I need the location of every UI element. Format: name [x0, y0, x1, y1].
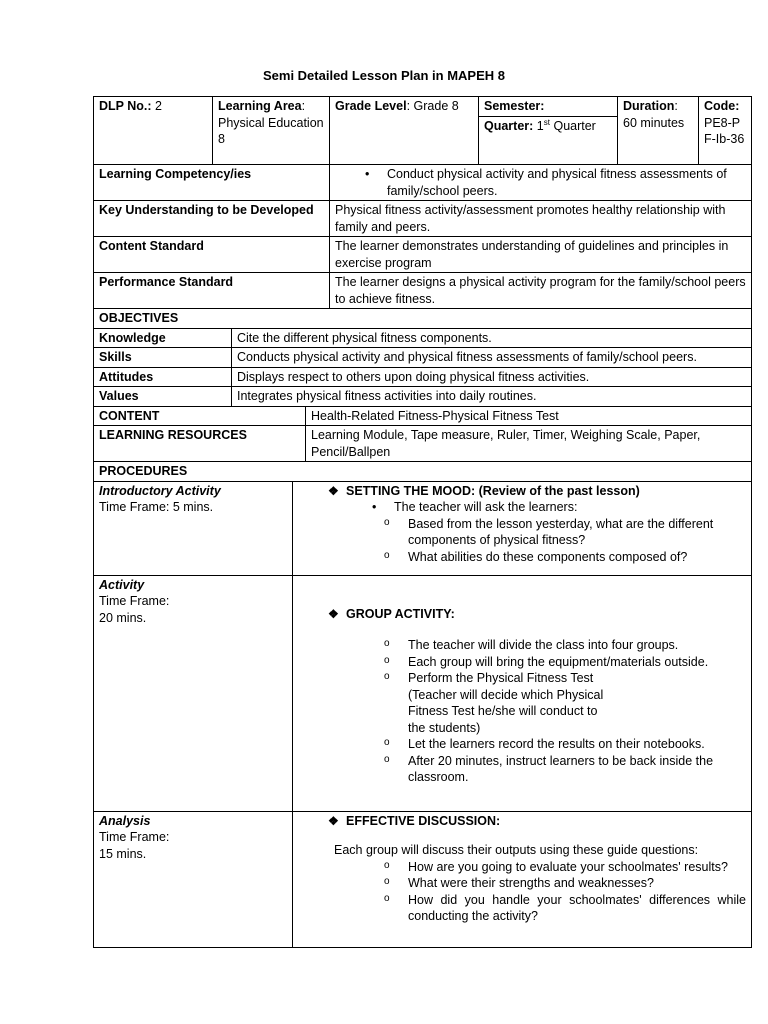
circle-bullet-icon: o — [384, 671, 390, 683]
code-value: PE8-PF-Ib-36 — [704, 115, 745, 146]
diamond-bullet-icon: ❖ — [328, 813, 339, 828]
quarter-cell — [479, 117, 618, 165]
resources-label: LEARNING RESOURCES — [94, 426, 306, 462]
activity-step: Let the learners record the results on their notebooks. — [408, 737, 705, 752]
quarter-number: 1 — [533, 119, 544, 134]
objectives-table — [93, 309, 752, 407]
grade-level-cell — [330, 97, 479, 165]
circle-bullet-icon: o — [384, 876, 390, 888]
circle-bullet-icon: o — [384, 892, 390, 904]
content-standard-label: Content Standard — [94, 237, 330, 273]
intro-content-cell — [293, 481, 752, 575]
semester-cell — [479, 97, 618, 117]
duration-value: 60 minutes — [623, 115, 685, 130]
circle-bullet-icon: o — [384, 549, 390, 561]
circle-bullet-icon: o — [384, 859, 390, 871]
objective-value: Displays respect to others upon doing physical fitness activities. — [232, 367, 752, 387]
diamond-bullet-icon: ❖ — [328, 483, 339, 498]
analysis-heading: EFFECTIVE DISCUSSION: — [346, 813, 501, 828]
learning-area-label: Learning Area — [218, 99, 302, 113]
analysis-time: Time Frame: — [99, 830, 170, 844]
objective-label: Knowledge — [94, 328, 232, 348]
activity-time-value: 20 mins. — [99, 610, 147, 625]
analysis-label-cell — [94, 811, 293, 947]
procedures-heading: PROCEDURES — [94, 462, 752, 481]
activity-content-cell — [293, 575, 752, 811]
understanding-value: Physical fitness activity/assessment promotes healthy relationship with family and peers. — [330, 201, 752, 237]
circle-bullet-icon: o — [384, 753, 390, 765]
analysis-question: What were their strengths and weaknesses? — [408, 876, 654, 891]
circle-bullet-icon: o — [384, 638, 390, 650]
competency-cell — [330, 165, 752, 201]
performance-standard-value: The learner designs a physical activity program for the family/school peers to achieve fitness. — [330, 273, 752, 309]
objective-label: Values — [94, 387, 232, 407]
activity-heading: GROUP ACTIVITY: — [346, 606, 455, 621]
duration-cell: Duration: 60 minutes — [618, 97, 699, 165]
competency-value: Conduct physical activity and physical fitness assessments of family/school peers. — [387, 167, 727, 198]
grade-level-label: Grade Level — [335, 99, 407, 113]
activity-step: Each group will bring the equipment/materials outside. — [408, 654, 709, 669]
intro-label: Introductory Activity — [99, 483, 221, 498]
header-table — [93, 96, 752, 165]
analysis-label: Analysis — [99, 813, 151, 828]
semester-label: Semester: — [484, 99, 545, 113]
quarter-suffix: st — [543, 118, 550, 127]
content-label: CONTENT — [94, 407, 306, 426]
activity-label: Activity — [99, 577, 145, 592]
diamond-bullet-icon: ❖ — [328, 606, 339, 621]
bullet-icon: • — [365, 167, 370, 181]
activity-step: The teacher will divide the class into four groups. — [408, 638, 679, 653]
activity-time: Time Frame: — [99, 594, 170, 608]
grade-level-value: : Grade 8 — [406, 99, 459, 113]
intro-question: What abilities do these components composed of? — [408, 549, 688, 564]
quarter-text: Quarter — [550, 119, 596, 134]
content-value: Health-Related Fitness-Physical Fitness Test — [306, 407, 752, 426]
analysis-intro: Each group will discuss their outputs using these guide questions: — [334, 843, 699, 858]
analysis-content-cell — [293, 811, 752, 947]
code-cell — [699, 97, 752, 165]
objective-value: Cite the different physical fitness components. — [232, 328, 752, 348]
content-table — [93, 407, 752, 463]
procedures-table — [93, 462, 752, 948]
intro-bullet: The teacher will ask the learners: — [394, 500, 578, 515]
intro-question: Based from the lesson yesterday, what are the different components of physical fitness? — [408, 516, 714, 548]
analysis-question: How did you handle your schoolmates' differences while conducting the activity? — [408, 892, 746, 924]
bullet-icon: • — [372, 500, 377, 515]
activity-label-cell — [94, 575, 293, 811]
circle-bullet-icon: o — [384, 737, 390, 749]
performance-standard-label: Performance Standard — [94, 273, 330, 309]
circle-bullet-icon: o — [384, 654, 390, 666]
dlp-cell — [94, 97, 213, 165]
objective-value: Conducts physical activity and physical fitness assessments of family/school peers. — [232, 348, 752, 368]
objectives-heading: OBJECTIVES — [94, 309, 752, 328]
standards-table — [93, 165, 752, 309]
dlp-label: DLP No.: — [99, 99, 152, 113]
intro-heading: SETTING THE MOOD: (Review of the past lesson) — [346, 483, 640, 498]
activity-step: After 20 minutes, instruct learners to be back inside the classroom. — [408, 753, 714, 785]
duration-label: Duration — [623, 99, 675, 113]
objective-label: Attitudes — [94, 367, 232, 387]
learning-area-cell: Learning Area: Physical Education 8 — [213, 97, 330, 165]
intro-label-cell — [94, 481, 293, 575]
understanding-label: Key Understanding to be Developed — [94, 201, 330, 237]
dlp-value: 2 — [151, 99, 162, 113]
intro-time: Time Frame: 5 mins. — [99, 500, 214, 514]
objective-label: Skills — [94, 348, 232, 368]
objective-value: Integrates physical fitness activities into daily routines. — [232, 387, 752, 407]
learning-area-value: Physical Education 8 — [218, 115, 324, 146]
analysis-time-value: 15 mins. — [99, 846, 147, 861]
circle-bullet-icon: o — [384, 516, 390, 528]
analysis-question: How are you going to evaluate your schoolmates' results? — [408, 859, 728, 874]
content-standard-value: The learner demonstrates understanding of guidelines and principles in exercise program — [330, 237, 752, 273]
competency-label: Learning Competency/ies — [94, 165, 330, 201]
code-label: Code: — [704, 99, 740, 113]
activity-step: Perform the Physical Fitness Test (Teacher will decide which Physical Fitness Test he/she will conduct to the students) — [408, 671, 604, 735]
resources-value: Learning Module, Tape measure, Ruler, Timer, Weighing Scale, Paper, Pencil/Ballpen — [306, 426, 752, 462]
lesson-plan-sheet — [93, 96, 751, 948]
quarter-label: Quarter: — [484, 119, 534, 134]
document-title: Semi Detailed Lesson Plan in MAPEH 8 — [262, 68, 505, 83]
